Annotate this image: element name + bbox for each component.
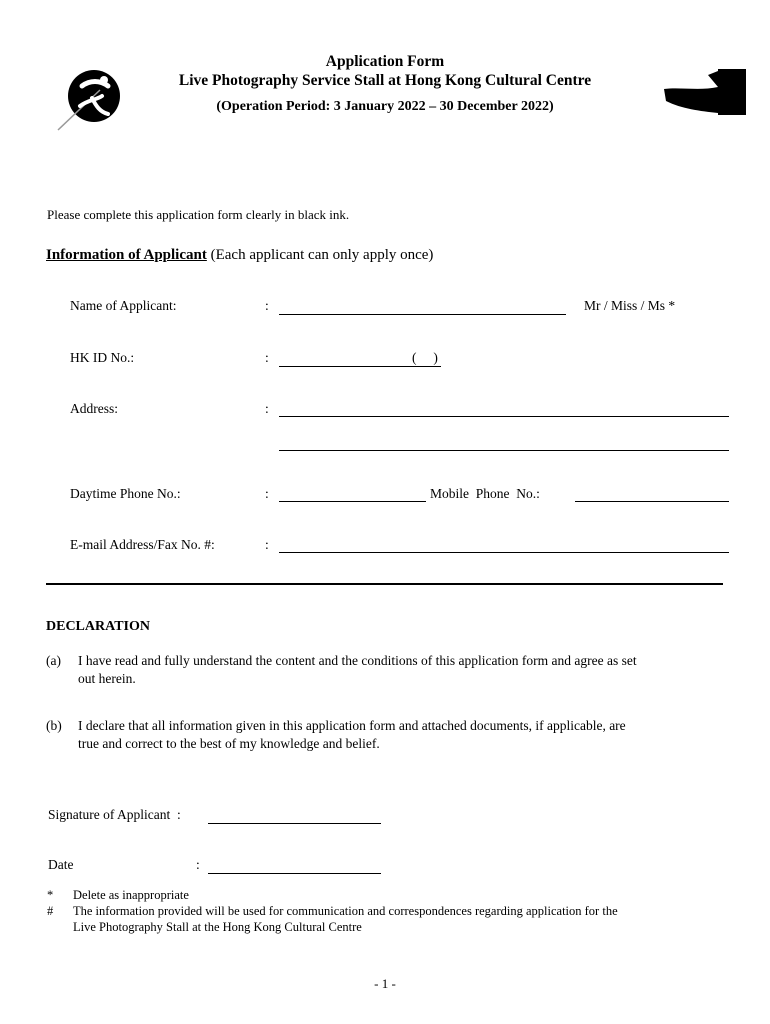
applicant-heading-note: (Each applicant can only apply once)	[206, 247, 434, 263]
address-label: Address:	[70, 401, 118, 416]
form-title: Application Form	[325, 53, 445, 70]
address-colon: :	[265, 401, 269, 416]
applicant-section-heading	[46, 247, 433, 264]
daytime-phone-input-line[interactable]	[279, 501, 426, 502]
section-divider	[46, 583, 723, 585]
footnote-hash-marker: #	[47, 904, 54, 918]
email-fax-colon: :	[265, 537, 269, 552]
footnote-hash-line-1: The information provided will be used for communication and correspondences regarding application for the	[73, 904, 618, 918]
date-label: Date	[48, 857, 74, 872]
declaration-b-line-1: I declare that all information given in this application form and attached documents, if applicable, are	[78, 718, 626, 733]
mobile-phone-input-line[interactable]	[575, 501, 729, 502]
hkid-colon: :	[265, 350, 269, 365]
footnote-star-text: Delete as inappropriate	[73, 888, 189, 902]
declaration-heading: DECLARATION	[46, 619, 150, 634]
date-colon: :	[196, 857, 200, 872]
name-colon: :	[265, 298, 269, 313]
operation-period: (Operation Period: 3 January 2022 – 30 December 2022)	[216, 99, 554, 114]
declaration-b-line-2: true and correct to the best of my knowledge and belief.	[78, 736, 380, 751]
declaration-a-line-1: I have read and fully understand the content and the conditions of this application form and agree as set	[78, 653, 637, 668]
mobile-phone-label: Mobile Phone No.:	[430, 486, 540, 501]
address-input-line-2[interactable]	[279, 450, 729, 451]
daytime-phone-label: Daytime Phone No.:	[70, 486, 181, 501]
page-number: - 1 -	[374, 976, 396, 991]
daytime-phone-colon: :	[265, 486, 269, 501]
instruction-text: Please complete this application form clearly in black ink.	[47, 207, 350, 222]
declaration-b-marker: (b)	[46, 718, 62, 733]
declaration-a-line-2: out herein.	[78, 671, 136, 686]
footnote-hash-line-2: Live Photography Stall at the Hong Kong Cultural Centre	[73, 920, 362, 934]
name-title-options: Mr / Miss / Ms *	[584, 298, 676, 313]
email-fax-label: E-mail Address/Fax No. #:	[70, 537, 215, 552]
hkid-check-digit-bracket: ( )	[412, 350, 438, 365]
declaration-a-marker: (a)	[46, 653, 61, 668]
footnote-star-marker: *	[47, 888, 54, 902]
hkid-label: HK ID No.:	[70, 350, 135, 365]
applicant-heading-label: Information of Applicant	[46, 247, 207, 263]
name-label: Name of Applicant:	[70, 298, 177, 313]
email-fax-input-line[interactable]	[279, 552, 729, 553]
address-input-line-1[interactable]	[279, 416, 729, 417]
date-input-line[interactable]	[208, 873, 381, 874]
hkid-input-line[interactable]	[279, 366, 441, 367]
signature-label: Signature of Applicant :	[48, 807, 181, 822]
form-subtitle: Live Photography Service Stall at Hong Kong Cultural Centre	[178, 72, 592, 89]
signature-input-line[interactable]	[208, 823, 381, 824]
name-input-line[interactable]	[279, 314, 566, 315]
